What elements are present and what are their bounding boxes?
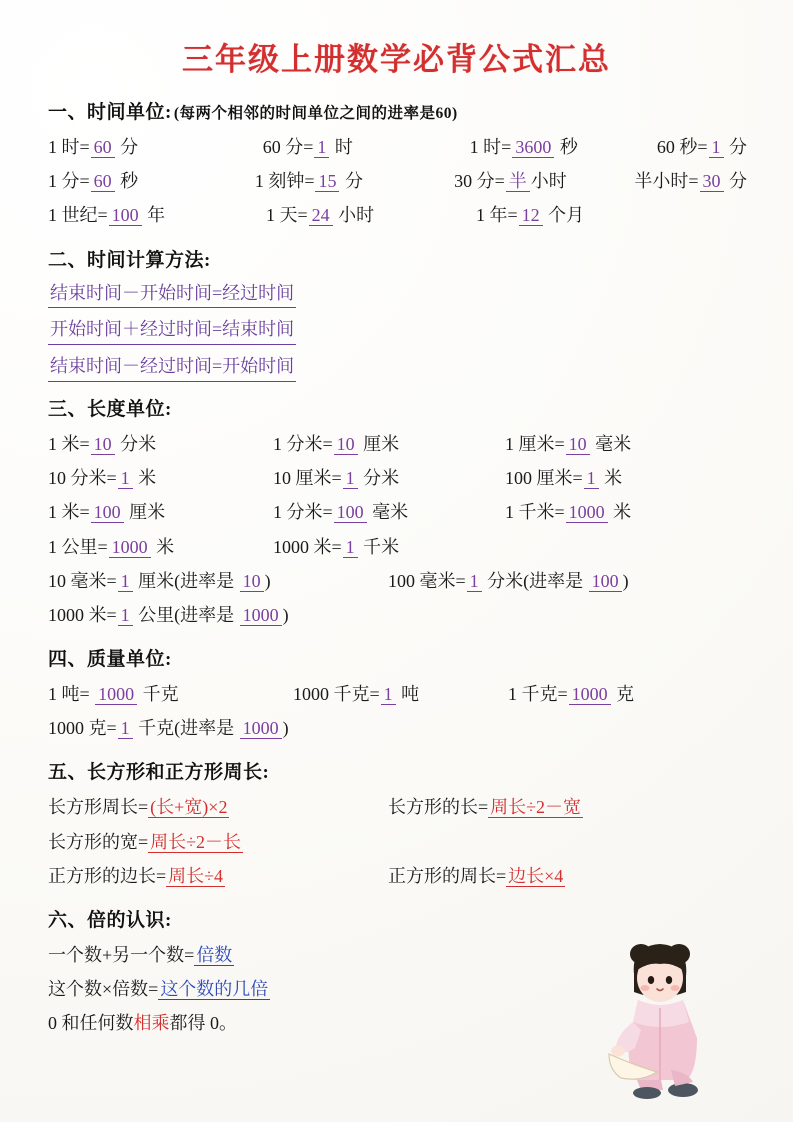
formula-item (454, 164, 634, 198)
formula-value: 1000 (109, 537, 151, 558)
formula-value: (长+宽)×2 (150, 797, 228, 818)
formula-item (48, 825, 243, 859)
formula-value: 10 (566, 434, 590, 455)
formula-pre: 1 公里= (48, 536, 108, 557)
formula-pre: 半小时= (634, 171, 699, 192)
formula-item (255, 164, 454, 198)
formula-item (476, 198, 666, 232)
formula-post: 分 (724, 137, 747, 157)
formula-value: 100 (109, 205, 142, 226)
formula-pre: 1 千米= (505, 502, 565, 523)
formula-pre: 1 分= (48, 171, 90, 192)
section-heading-label: 二、时间计算方法: (48, 249, 211, 271)
formula-post: 千米 (358, 536, 400, 557)
formula-value: 3600 (512, 137, 554, 158)
formula-post: 个月 (543, 205, 585, 226)
formula-mid: 公里(进率是 (133, 604, 239, 625)
formula-item (48, 564, 388, 598)
formula-item (48, 198, 266, 232)
formula-value-2: 1000 (240, 605, 282, 626)
section-heading-label: 四、质量单位: (48, 649, 172, 671)
formula-pre: 1 厘米= (505, 433, 565, 454)
formula-value: 周长÷2－宽 (490, 797, 582, 818)
formula-post: 小时 (530, 171, 567, 192)
formula-post: 分 (340, 171, 363, 192)
formula-post: 时 (330, 137, 353, 157)
formula-item (48, 461, 273, 495)
time-units-row-1 (48, 130, 747, 164)
length-rate-row-1 (48, 564, 747, 598)
formula-post: 米 (151, 536, 175, 557)
formula-value: 30 (700, 171, 724, 192)
length-units-row-2 (48, 461, 747, 495)
formula-pre: 一个数+另一个数= (48, 945, 195, 966)
formula-post: 米 (599, 468, 623, 489)
formula-pre: 1 吨= (48, 684, 95, 705)
formula-item (388, 790, 583, 824)
formula-post: 厘米 (124, 502, 166, 523)
formula-item (508, 677, 634, 711)
formula-value: 10 (334, 434, 358, 455)
formula-value: 1 (709, 137, 724, 158)
section-heading-label: 五、长方形和正方形周长: (48, 762, 270, 784)
formula-pre: 1 时= (48, 137, 90, 157)
formula-post: ) (264, 570, 271, 591)
formula-pre: 1 天= (266, 205, 308, 226)
formula-value: 12 (519, 205, 543, 226)
formula-item (273, 427, 505, 461)
formula-item (48, 495, 273, 529)
length-units-row-4 (48, 530, 747, 564)
formula-item (48, 972, 270, 1006)
time-calc-formula-row (48, 315, 747, 345)
formula-pre: 长方形的宽= (48, 831, 149, 852)
section-heading-perimeter (48, 757, 747, 784)
time-units-row-2 (48, 164, 747, 198)
formula-item (48, 164, 255, 198)
mass-units-row-1 (48, 677, 747, 711)
formula-pre: 10 厘米= (273, 468, 342, 489)
formula-value: 100 (334, 502, 367, 523)
formula-value: 60 (91, 137, 115, 158)
formula-pre: 1000 米= (48, 604, 117, 625)
formula-value: 倍数 (196, 945, 233, 966)
formula-pre: 1 千克= (508, 684, 568, 705)
formula-pre: 长方形的长= (388, 797, 489, 818)
formula-item (48, 427, 273, 461)
formula-pre: 60 分= (262, 137, 314, 157)
formula-post: 秒 (115, 171, 139, 192)
formula-item (48, 711, 289, 745)
formula-item (273, 461, 505, 495)
formula-post: 年 (142, 205, 166, 226)
perimeter-row-2 (48, 825, 747, 859)
formula-item (505, 495, 705, 529)
formula-pre: 1000 千克= (293, 684, 380, 705)
girl-reading-illustration (601, 930, 741, 1100)
formula-value: 1 (118, 468, 133, 489)
formula-pre: 这个数×倍数= (48, 979, 159, 1000)
formula-value: 60 (91, 171, 115, 192)
length-rate-row-2 (48, 598, 747, 632)
formula-value: 周长÷4 (168, 865, 224, 886)
section-heading-time-units (48, 97, 747, 124)
formula-item (266, 198, 476, 232)
formula-mid: 分米(进率是 (482, 570, 588, 591)
formula-value: 1 (467, 571, 482, 592)
formula-item (48, 859, 388, 893)
formula-item (273, 495, 505, 529)
mass-rate-row-1 (48, 711, 747, 745)
formula-text: 结束时间－经过时间=开始时间 (48, 352, 296, 382)
formula-value: 1 (314, 137, 329, 158)
formula-item (293, 677, 508, 711)
formula-mid: 厘米(进率是 (133, 570, 239, 591)
formula-post: 分 (115, 137, 139, 157)
perimeter-row-3 (48, 859, 747, 893)
formula-value: 1 (343, 468, 358, 489)
formula-pre: 100 毫米= (388, 570, 466, 591)
formula-post: ) (282, 604, 289, 625)
formula-value: 15 (315, 171, 339, 192)
section-heading-length-units (48, 394, 747, 421)
formula-value: 周长÷2－长 (150, 831, 242, 852)
formula-value-2: 10 (240, 571, 264, 592)
formula-post: 厘米 (358, 433, 400, 454)
formula-post: 小时 (333, 205, 375, 226)
formula-pre: 1 分米= (273, 502, 333, 523)
formula-text: 开始时间＋经过时间=结束时间 (48, 315, 296, 345)
formula-post: 都得 0。 (169, 1013, 237, 1034)
formula-value-2: 100 (589, 571, 622, 592)
length-units-row-1 (48, 427, 747, 461)
formula-post: 分 (724, 171, 747, 192)
section-heading-mass-units (48, 644, 747, 671)
formula-value: 相乘 (133, 1013, 170, 1034)
formula-pre: 1 刻钟= (254, 171, 315, 192)
formula-value: 半 (506, 171, 530, 192)
formula-item (634, 164, 747, 198)
formula-post: 米 (133, 468, 157, 489)
formula-post: 毫米 (367, 502, 409, 523)
formula-item (388, 859, 565, 893)
formula-value: 边长×4 (508, 865, 564, 886)
formula-item (388, 564, 629, 598)
formula-post: 米 (608, 502, 632, 523)
formula-value: 1000 (566, 502, 608, 523)
formula-pre: 1 米= (48, 433, 90, 454)
formula-post: 吨 (396, 684, 420, 705)
formula-pre: 1 时= (469, 137, 512, 157)
formula-value: 1 (118, 571, 133, 592)
section-heading-label: 三、长度单位: (48, 398, 172, 420)
formula-pre: 正方形的边长= (48, 865, 167, 886)
formula-post: 克 (611, 684, 635, 705)
formula-post: 分米 (358, 468, 400, 489)
formula-value: 1 (381, 684, 396, 705)
time-calc-formula-row (48, 352, 747, 382)
formula-item (505, 461, 705, 495)
formula-post: 毫米 (590, 433, 632, 454)
formula-item (273, 530, 505, 564)
formula-value: 1 (118, 605, 133, 626)
section-heading-label: 六、倍的认识: (48, 910, 172, 932)
formula-item (48, 677, 293, 711)
formula-pre: 1 年= (476, 205, 518, 226)
formula-item (48, 530, 273, 564)
formula-item (505, 427, 705, 461)
formula-pre: 1000 克= (48, 718, 117, 739)
formula-pre: 1 分米= (273, 433, 333, 454)
formula-value: 1 (584, 468, 599, 489)
formula-value: 10 (91, 434, 115, 455)
formula-value: 1 (118, 718, 133, 739)
formula-pre: 60 秒= (656, 137, 708, 157)
formula-pre: 10 毫米= (48, 570, 117, 591)
time-units-row-3 (48, 198, 747, 232)
formula-post: 千克 (138, 684, 179, 705)
section-heading-label: 一、时间单位: (48, 102, 172, 123)
formula-value: 1000 (569, 684, 611, 705)
section-heading-multiples (48, 905, 747, 932)
length-units-row-3 (48, 495, 747, 529)
formula-pre: 30 分= (454, 171, 505, 192)
formula-pre: 100 厘米= (505, 468, 583, 489)
formula-post: 分米 (115, 433, 157, 454)
formula-pre: 1 世纪= (48, 205, 108, 226)
formula-pre: 10 分米= (48, 468, 117, 489)
formula-value: 1000 (95, 684, 137, 705)
perimeter-row-1 (48, 790, 747, 824)
formula-pre: 正方形的周长= (388, 865, 507, 886)
formula-item (470, 130, 657, 164)
formula-item (48, 130, 263, 164)
formula-post: ) (622, 570, 629, 591)
formula-pre: 1000 米= (273, 536, 342, 557)
formula-text: 结束时间－开始时间=经过时间 (48, 279, 296, 309)
document-content (0, 97, 793, 1041)
formula-post: 秒 (555, 137, 578, 157)
formula-item (48, 938, 234, 972)
formula-item (48, 598, 289, 632)
formula-item (48, 1006, 237, 1040)
formula-item (263, 130, 470, 164)
time-calc-formula-row (48, 279, 747, 309)
section-heading-note: (每两个相邻的时间单位之间的进率是60) (173, 105, 458, 122)
formula-value: 24 (309, 205, 333, 226)
formula-value: 这个数的几倍 (160, 979, 269, 1000)
formula-value: 1 (343, 537, 358, 558)
formula-post: ) (282, 718, 289, 739)
formula-pre: 0 和任何数 (48, 1013, 134, 1034)
page-title: 三年级上册数学必背公式汇总 (182, 42, 611, 78)
formula-pre: 长方形周长= (48, 797, 149, 818)
formula-item (657, 130, 747, 164)
formula-item (48, 790, 388, 824)
formula-value: 100 (91, 502, 124, 523)
formula-pre: 1 米= (48, 502, 90, 523)
section-heading-time-calculation (48, 245, 747, 272)
formula-value-2: 1000 (240, 718, 282, 739)
formula-mid: 千克(进率是 (133, 718, 239, 739)
